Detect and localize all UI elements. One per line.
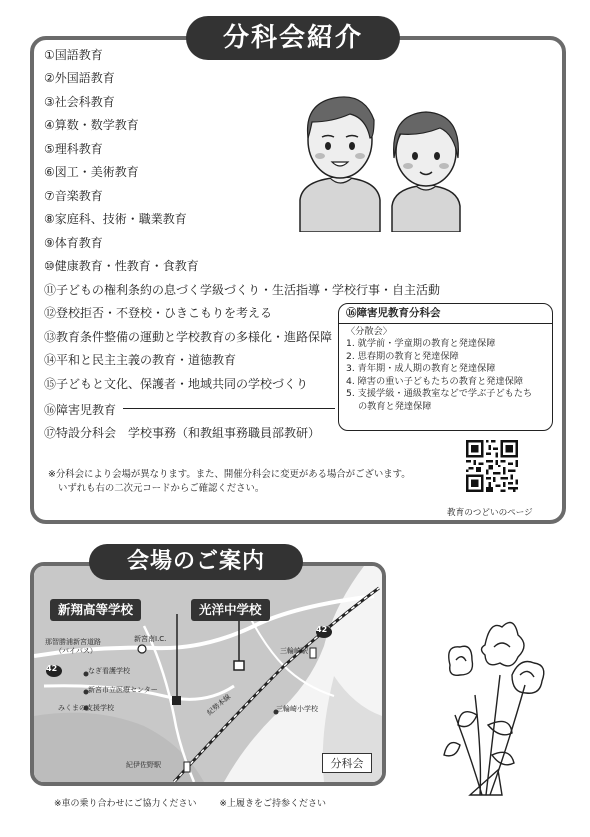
boy-figure xyxy=(300,97,380,232)
subbox-item: 2. 思春期の教育と発達保障 xyxy=(346,350,459,362)
footer-notes xyxy=(54,796,346,809)
footer-note-carpool: ※車の乗り合わせにご協力ください xyxy=(54,799,197,809)
list-item: ⑬教育条件整備の運動と学校教育の多様化・進路保障 xyxy=(44,330,333,344)
list-item: ④算数・数学教育 xyxy=(44,118,139,132)
list-item: ⑫登校拒否・不登校・ひきこもりを考える xyxy=(44,306,273,320)
list-item: ⑧家庭科、技術・職業教育 xyxy=(44,212,187,226)
intro-title: 分科会紹介 xyxy=(186,16,400,60)
flower-illustration xyxy=(430,605,560,805)
map-label-bypass: （バイパス） xyxy=(55,647,97,655)
list-item: ⑰特設分科会 学校事務（和教組事務職員部教研） xyxy=(44,426,321,440)
subbox-title: ⑯障害児教育分科会 xyxy=(339,306,552,324)
map-label-nursing: なぎ看護学校 xyxy=(88,667,130,675)
map-legend: 分科会 xyxy=(322,753,372,773)
list-item: ⑤理科教育 xyxy=(44,142,103,156)
girl-figure xyxy=(392,112,460,232)
map-label-station-sano: 紀伊佐野駅 xyxy=(126,761,161,769)
subbox-item: 5. 支援学級・通級教室などで学ぶ子どもたち xyxy=(346,388,533,399)
list-item: ②外国語教育 xyxy=(44,71,115,85)
list-item: ③社会科教育 xyxy=(44,95,115,109)
shinsho-school-marker xyxy=(172,696,181,705)
school-label-shinsho: 新翔高等学校 xyxy=(50,599,141,621)
note-line: ※分科会により会場が異なります。また、開催分科会に変更がある場合がございます。 xyxy=(48,469,411,480)
qr-caption: 教育のつどいのページ xyxy=(447,508,533,518)
map-label-ic: 新宮南I.C. xyxy=(134,635,167,643)
map-title: 会場のご案内 xyxy=(89,544,303,580)
list-item: ⑭平和と民主主義の教育・道徳教育 xyxy=(44,353,237,367)
venue-note xyxy=(48,468,411,496)
map-label-hospital: 新宮市立医療センター xyxy=(88,686,158,694)
list-item: ①国語教育 xyxy=(44,48,103,62)
list-item: ⑮子どもと文化、保護者・地域共同の学校づくり xyxy=(44,377,309,391)
map-label-road: 那智勝浦新宮道路 xyxy=(45,638,101,646)
list-item: ⑩健康教育・性教育・食教育 xyxy=(44,259,199,273)
subbox-item: 3. 青年期・成人期の教育と発達保障 xyxy=(346,363,496,374)
note-line: いずれも右の二次元コードからご確認ください。 xyxy=(58,483,265,494)
subbox-subtitle: 〈分散会〉 xyxy=(346,325,392,337)
map-label-station-miwasaki: 三輪崎駅 xyxy=(280,647,308,655)
connector-line xyxy=(123,408,335,409)
subbox-item: 1. 就学前・学童期の教育と発達保障 xyxy=(346,338,496,349)
school-label-koyo: 光洋中学校 xyxy=(191,599,270,621)
list-item: ⑨体育教育 xyxy=(44,236,103,250)
list-item: ⑥図工・美術教育 xyxy=(44,165,139,179)
people-illustration xyxy=(290,82,470,232)
footer-note-shoes: ※上履きをご持参ください xyxy=(219,799,326,809)
qr-code[interactable] xyxy=(466,440,518,492)
koyo-school-marker xyxy=(234,661,244,670)
list-item: ⑦音楽教育 xyxy=(44,189,103,203)
disability-education-box xyxy=(338,303,553,431)
route-42-label: 42 xyxy=(46,664,58,673)
map-label-support-school: みくまの支援学校 xyxy=(58,704,114,712)
list-item: ⑪子どもの権利条約の息づく学級づくり・生活指導・学校行事・自主活動 xyxy=(44,283,441,297)
route-42-label: 42 xyxy=(316,625,328,634)
subbox-item: の教育と発達保障 xyxy=(358,400,432,412)
map-label-elementary: 三輪崎小学校 xyxy=(276,705,318,713)
subbox-item: 4. 障害の重い子どもたちの教育と発達保障 xyxy=(346,375,524,387)
map-label-railway: 紀勢本線 xyxy=(205,692,233,718)
list-item: ⑯障害児教育 xyxy=(44,403,117,417)
